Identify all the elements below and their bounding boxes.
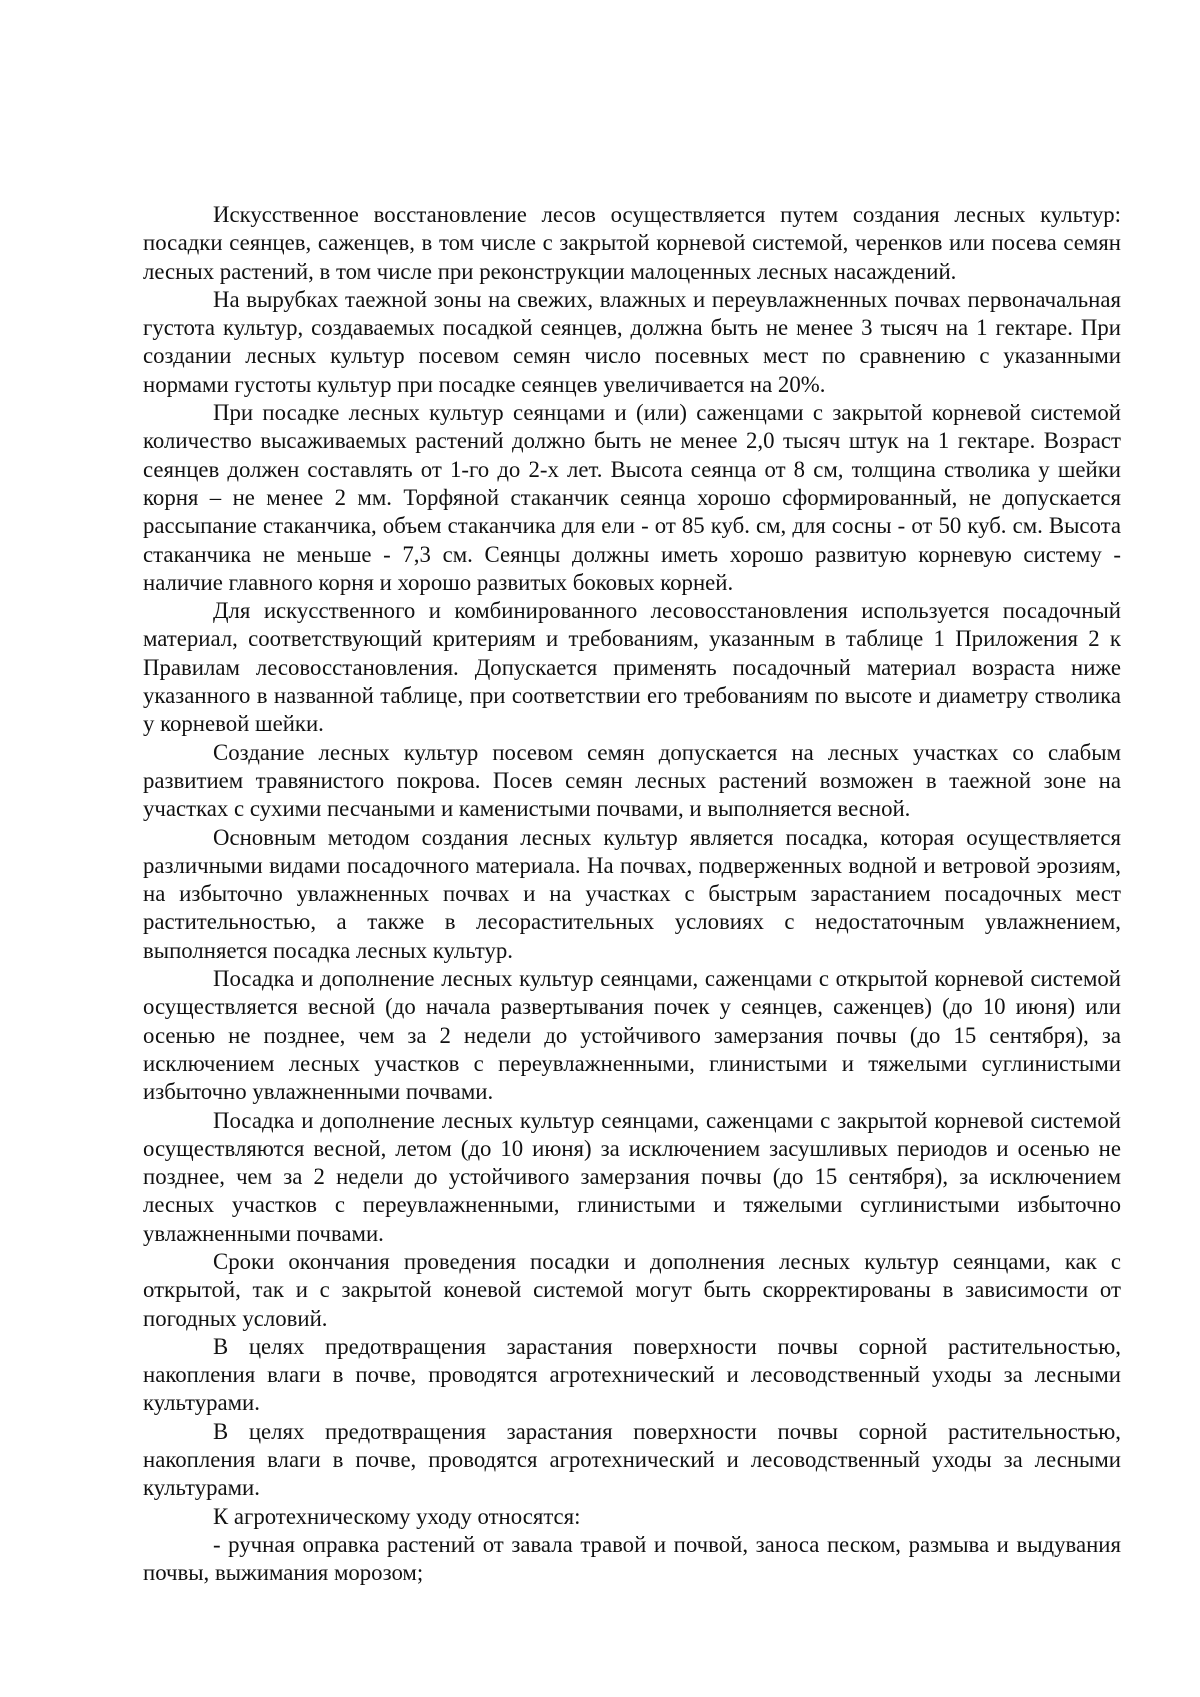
paragraph-8: Посадка и дополнение лесных культур сеянцами, саженцами с закрытой корневой системой осуществляются весной, летом (до 10 июня) за исключением засушливых периодов и осенью не позднее, чем за 2 недели до устойчивого замерзания почвы (до 15 сентября), за исключением лесных участков с переувлажненными, глинистыми и тяжелыми суглинистыми избыточно увлажненными почвами. bbox=[143, 1107, 1121, 1246]
paragraph-6: Основным методом создания лесных культур является посадка, которая осуществляется различными видами посадочного материала. На почвах, подверженных водной и ветровой эрозиям, на избыточно увлажненных почвах и на участках с быстрым зарастанием посадочных мест растительностью, а также в лесорастительных условиях с недостаточным увлажнением, выполняется посадка лесных культур. bbox=[143, 824, 1121, 963]
paragraph-4: Для искусственного и комбинированного лесовосстановления используется посадочный материал, соответствующий критериям и требованиям, указанным в таблице 1 Приложения 2 к Правилам лесовосстановления. Допускается применять посадочный материал возраста ниже указанного в названной таблице, при соответствии его требованиям по высоте и диаметру стволика у корневой шейки. bbox=[143, 598, 1121, 737]
paragraph-12: К агротехническому уходу относятся: bbox=[213, 1503, 581, 1529]
paragraph-9: Сроки окончания проведения посадки и дополнения лесных культур сеянцами, как с открытой, так и с закрытой коневой системой могут быть скорректированы в зависимости от погодных условий. bbox=[143, 1248, 1121, 1331]
document-page bbox=[143, 201, 1121, 1588]
paragraph-10: В целях предотвращения зарастания поверхности почвы сорной растительностью, накопления влаги в почве, проводятся агротехнический и лесоводственный уходы за лесными культурами. bbox=[143, 1333, 1121, 1416]
paragraph-13: - ручная оправка растений от завала травой и почвой, заноса песком, размыва и выдувания почвы, выжимания морозом; bbox=[143, 1531, 1121, 1586]
paragraph-1: Искусственное восстановление лесов осуществляется путем создания лесных культур: посадки сеянцев, саженцев, в том числе с закрытой корневой системой, черенков или посева семян лесных растений, в том числе при реконструкции малоценных лесных насаждений. bbox=[143, 202, 1121, 284]
paragraph-11: В целях предотвращения зарастания поверхности почвы сорной растительностью, накопления влаги в почве, проводятся агротехнический и лесоводственный уходы за лесными культурами. bbox=[143, 1418, 1121, 1501]
paragraph-5: Создание лесных культур посевом семян допускается на лесных участках со слабым развитием травянистого покрова. Посев семян лесных растений возможен в таежной зоне на участках с сухими песчаными и каменистыми почвами, и выполняется весной. bbox=[143, 739, 1121, 822]
paragraph-7: Посадка и дополнение лесных культур сеянцами, саженцами с открытой корневой системой осуществляется весной (до начала развертывания почек у сеянцев, саженцев) (до 10 июня) или осенью не позднее, чем за 2 недели до устойчивого замерзания почвы (до 15 сентября), за исключением лесных участков с переувлажненными, глинистыми и тяжелыми суглинистыми избыточно увлажненными почвами. bbox=[143, 966, 1121, 1105]
paragraph-2: На вырубках таежной зоны на свежих, влажных и переувлажненных почвах первоначальная густота культур, создаваемых посадкой сеянцев, должна быть не менее 3 тысяч на 1 гектаре. При создании лесных культур посевом семян число посевных мест по сравнению с указанными нормами густоты культур при посадке сеянцев увеличивается на 20%. bbox=[143, 286, 1121, 397]
paragraph-3: При посадке лесных культур сеянцами и (или) саженцами с закрытой корневой системой количество высаживаемых растений должно быть не менее 2,0 тысяч штук на 1 гектаре. Возраст сеянцев должен составлять от 1-го до 2-х лет. Высота сеянца от 8 см, толщина стволика у шейки корня – не менее 2 мм. Торфяной стаканчик сеянца хорошо сформированный, не допускается рассыпание стаканчика, объем стаканчика для ели - от 85 куб. см, для сосны - от 50 куб. см. Высота стаканчика не меньше - 7,3 см. Сеянцы должны иметь хорошо развитую корневую систему - наличие главного корня и хорошо развитых боковых корней. bbox=[143, 400, 1121, 595]
